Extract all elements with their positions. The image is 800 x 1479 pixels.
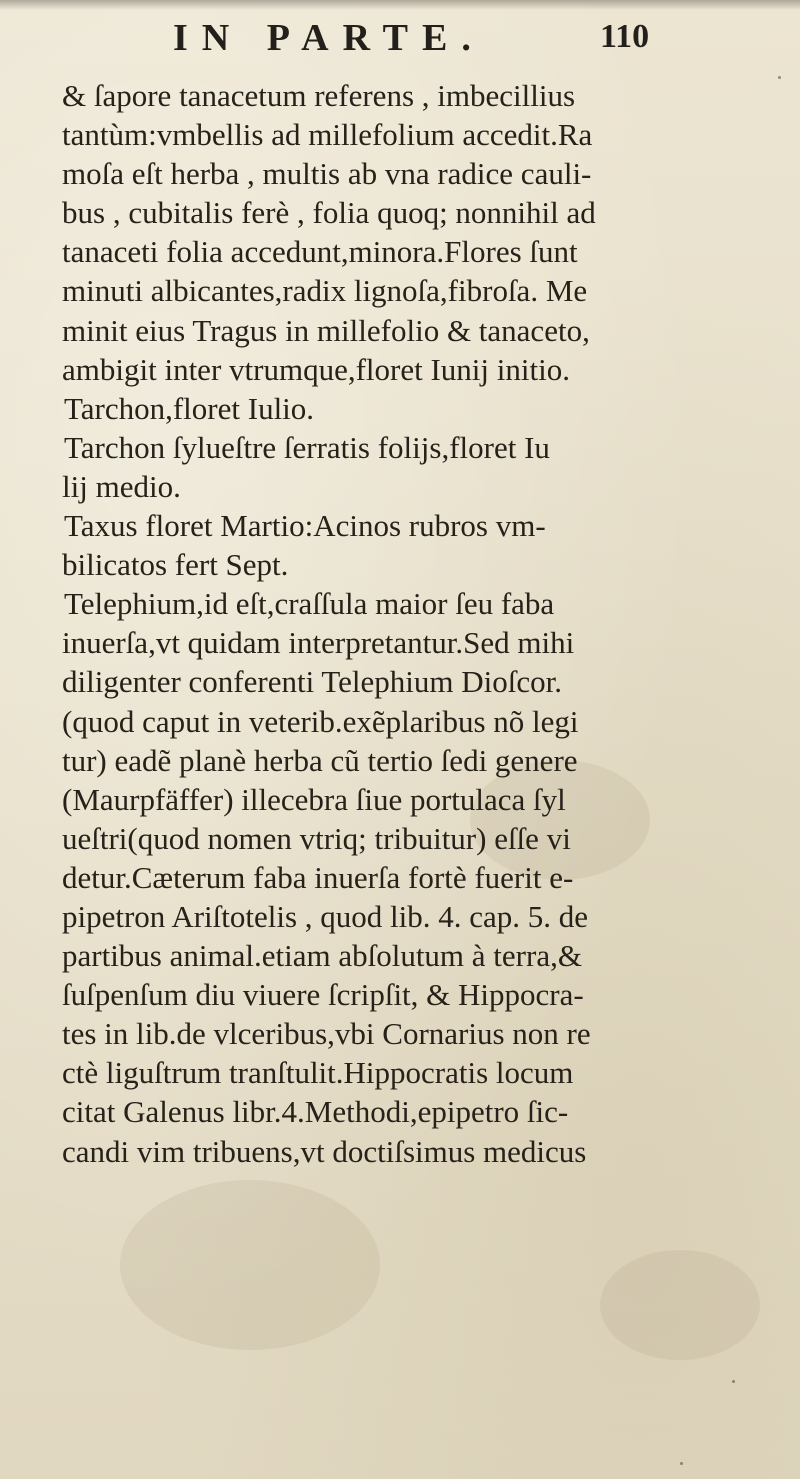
text-line: (quod caput in veterib.exẽplaribus nõ legi [62,703,579,739]
body-text [62,76,682,1171]
text-line: ſuſpenſum diu viuere ſcripſit, & Hippocra- [62,977,584,1013]
text-line: tanaceti folia accedunt,minora.Flores ſunt [62,234,578,270]
text-line: lij medio. [62,468,181,504]
text-line: citat Galenus libr.4.Methodi,epipetro ſic- [62,1094,569,1130]
text-line: moſa eſt herba , multis ab vna radice cauli- [62,156,592,192]
text-line: Taxus floret Martio:Acinos rubros vm- [64,508,546,544]
text-line: candi vim tribuens,vt doctiſsimus medicus [62,1133,587,1169]
text-line: diligenter conferenti Telephium Dioſcor. [62,664,562,700]
paper-speck [680,1462,683,1465]
text-line: pipetron Ariſtotelis , quod lib. 4. cap. 5. de [62,898,589,934]
text-line: minuti albicantes,radix lignoſa,fibroſa. Me [62,273,588,309]
text-line: tur) eadẽ planè herba cũ tertio ſedi genere [62,742,578,778]
text-line: partibus animal.etiam abſolutum à terra,& [62,938,582,974]
text-line: ueſtri(quod nomen vtriq; tribuitur) eſſe vi [62,820,571,856]
text-line: Tarchon,floret Iulio. [64,390,315,426]
text-line: ambigit inter vtrumque,floret Iunij initio. [62,351,570,387]
running-head: IN PARTE. [173,17,485,59]
paper-stain [600,1250,760,1360]
text-line: Telephium,id eſt,craſſula maior ſeu faba [64,586,555,622]
page-number: 110 [600,18,650,55]
text-line: tes in lib.de vlceribus,vbi Cornarius non re [62,1016,591,1052]
page-top-shadow [0,0,800,10]
paper-speck [778,76,781,79]
text-line: bilicatos fert Sept. [62,547,289,583]
text-line: Tarchon ſylueſtre ſerratis folijs,floret Iu [64,429,550,465]
text-line: minit eius Tragus in millefolio & tanaceto, [62,312,590,348]
text-line: bus , cubitalis ferè , folia quoq; nonnihil ad [62,195,596,231]
text-line: tantùm:vmbellis ad millefolium accedit.Ra [62,117,593,153]
page-header [0,16,800,60]
paper-speck [732,1380,735,1383]
text-line: detur.Cæterum faba inuerſa fortè fuerit e- [62,859,574,895]
text-line: (Maurpfäffer) illecebra ſiue portulaca ſyl [62,781,566,817]
text-line: inuerſa,vt quidam interpretantur.Sed mihi [62,625,575,661]
text-line: ctè liguſtrum tranſtulit.Hippocratis locum [62,1055,574,1091]
text-line: & ſapore tanacetum referens , imbecillius [62,78,576,113]
paper-stain [120,1180,380,1350]
